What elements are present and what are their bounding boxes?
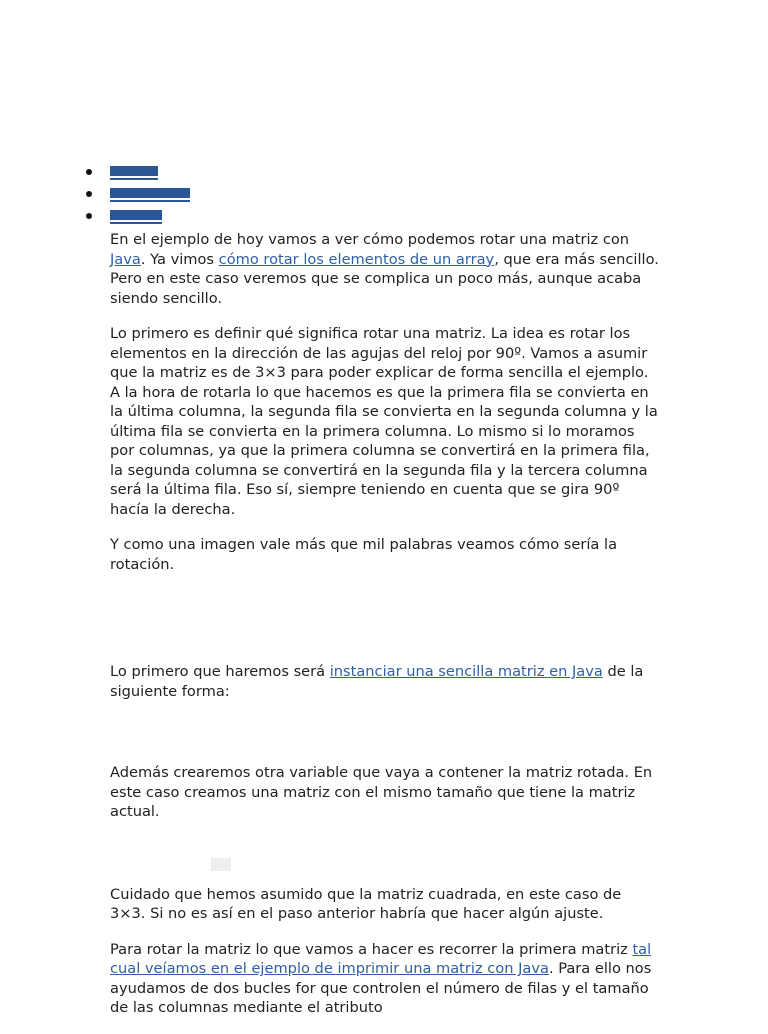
image-placeholder xyxy=(110,590,660,662)
loop-text-1: Para rotar la matriz lo que vamos a hacer es recorrer la primera matriz xyxy=(110,940,633,958)
nav-link[interactable] xyxy=(110,210,162,222)
rotate-array-link[interactable]: cómo rotar los elementos de un array xyxy=(218,250,495,268)
code-block-placeholder xyxy=(110,717,660,763)
loop-text-2: . Para ello nos ayudamos de dos bucles for que controlen el número de filas y el tamaño de las columnas mediante el atributo xyxy=(110,960,652,1016)
bullet-icon xyxy=(86,213,92,219)
definition-paragraph: Lo primero es definir qué significa rotar una matriz. La idea es rotar los elementos en la dirección de las agujas del reloj por 90º. Vamos a asumir que la matriz es de 3×3 para poder explicar de forma sencilla el ejemplo. A la hora de rotarla lo que hacemos es que la primera fila se convierta en la última columna, la segunda fila se convierta en la segunda columna y la última fila se convierta en la primera columna. Lo mismo si lo moramos por columnas, ya que la primera columna se convertirá en la primera fila, la segunda columna se convertirá en la segunda fila y la tercera columna será la última fila. Eso sí, siempre teniendo en cuenta que se gira 90º hacía la derecha. xyxy=(110,325,658,518)
code-snippet-placeholder xyxy=(211,858,231,871)
intro-text-3: , que era más sencillo. Pero en este caso veremos que se complica un poco más, aunque acaba siendo sencillo. xyxy=(110,250,659,307)
nav-link[interactable] xyxy=(110,188,190,200)
intro-text-2: . Ya vimos xyxy=(140,250,219,268)
java-link[interactable]: Java xyxy=(110,250,141,268)
intro-paragraph xyxy=(110,230,660,308)
intro-text-1: En el ejemplo de hoy vamos a ver cómo podemos rotar una matriz con xyxy=(110,231,630,248)
article-body xyxy=(110,230,660,1034)
instantiate-paragraph xyxy=(110,662,660,701)
instantiate-text-1: Lo primero que haremos será xyxy=(110,663,330,680)
bullet-icon xyxy=(86,169,92,175)
rotated-variable-paragraph: Además crearemos otra variable que vaya a contener la matriz rotada. En este caso creamos una matriz con el mismo tamaño que tiene la matriz actual. xyxy=(110,764,653,820)
instantiate-text-2: de la siguiente forma: xyxy=(110,663,644,700)
code-block-placeholder xyxy=(110,838,660,858)
nav-link[interactable] xyxy=(110,166,158,178)
instantiate-matrix-link[interactable]: instanciar una sencilla matriz en Java xyxy=(329,663,603,680)
warning-paragraph: Cuidado que hemos asumido que la matriz cuadrada, en este caso de 3×3. Si no es así en el paso anterior habría que hacer algún ajuste. xyxy=(110,885,622,922)
image-intro-paragraph: Y como una imagen vale más que mil palabras veamos cómo sería la rotación. xyxy=(110,536,618,573)
print-matrix-link[interactable]: tal cual veíamos en el ejemplo de imprimir una matriz con Java xyxy=(110,940,652,977)
loop-paragraph xyxy=(110,940,660,1018)
bullet-icon xyxy=(86,191,92,197)
